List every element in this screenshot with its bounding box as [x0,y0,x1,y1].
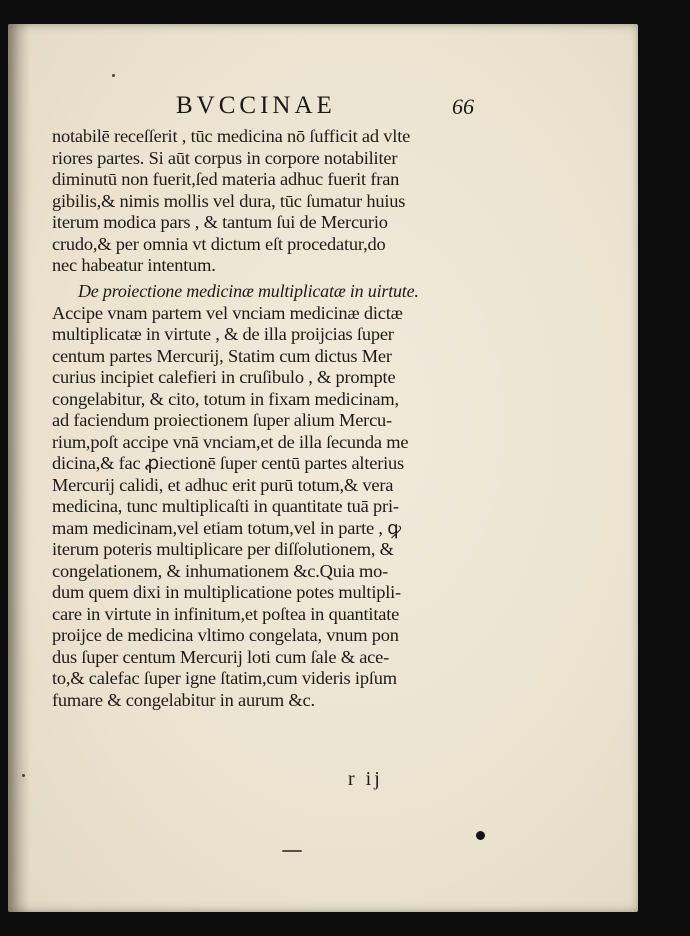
page-gutter-shadow [8,24,30,912]
text-line: centum partes Mercurij, Statim cum dictus Mer [52,345,392,366]
text-line: dum quem dixi in multiplicatione potes multipli- [52,582,401,602]
text-line: notabilē receſſerit , tūc medicina nō ſufficit ad vlte [52,126,411,146]
text-line: ad faciendum proiectionem ſuper alium Mercu- [52,410,392,430]
text-line: congelationem, & inhumationem &c.Quia mo- [52,560,389,581]
book-page [8,24,638,912]
text-line: medicina, tunc multiplicaſti in quantitate tuā pri- [52,496,399,516]
text-line: proijce de medicina vltimo congelata, vnum pon [52,625,399,645]
text-line: congelabitur, & cito, totum in fixam medicinam, [52,388,399,409]
text-line: iterum poteris multiplicare per diſſolutionem, & [52,539,394,559]
text-line: mam medicinam,vel etiam totum,vel in parte , ꝙ [52,517,401,538]
text-line: fumare & congelabitur in aurum &c. [52,689,315,710]
paper-speck [112,74,115,77]
text-line: curius incipiet calefieri in cruſibulo , & prompte [52,367,396,387]
ink-dot-mark [476,831,485,840]
text-line: dus ſuper centum Mercurij loti cum ſale & ace- [52,646,390,667]
running-title: BVCCINAE [176,92,336,119]
text-line: multiplicatæ in virtute , & de illa proijcias ſuper [52,324,394,344]
text-line: diminutū non fuerit,ſed materia adhuc fuerit fran [52,169,400,189]
text-line: iterum modica pars , & tantum ſui de Mercurio [52,212,388,232]
section-heading: De proiectione medicinæ multiplicatæ in uirtute. [78,280,419,301]
paper-speck [22,774,25,777]
text-line: Mercurij calidi, et adhuc erit purū totum,& vera [52,474,394,495]
main-text-block [52,126,482,711]
text-line: to,& calefac ſuper igne ſtatim,cum videris ipſum [52,668,397,688]
text-line: gibilis,& nimis mollis vel dura, tūc ſumatur huius [52,190,406,211]
text-line: care in virtute in infinitum,et poſtea in quantitate [52,603,400,624]
signature-mark: r ij [348,768,383,790]
text-line: riores partes. Si aūt corpus in corpore notabiliter [52,147,398,168]
folio-number: 66 [452,94,474,119]
text-line: Accipe vnam partem vel vnciam medicinæ dictæ [52,302,403,323]
text-line: nec habeatur intentum. [52,255,216,275]
page-header [8,92,638,124]
text-line: crudo,& per omnia vt dictum eſt procedatur,do [52,233,386,254]
ink-dash-mark [282,850,302,852]
text-line: dicina,& fac ꝓiectionē ſuper centū partes alterius [52,453,404,473]
text-line: rium,poſt accipe vnā vnciam,et de illa ſecunda me [52,431,409,452]
